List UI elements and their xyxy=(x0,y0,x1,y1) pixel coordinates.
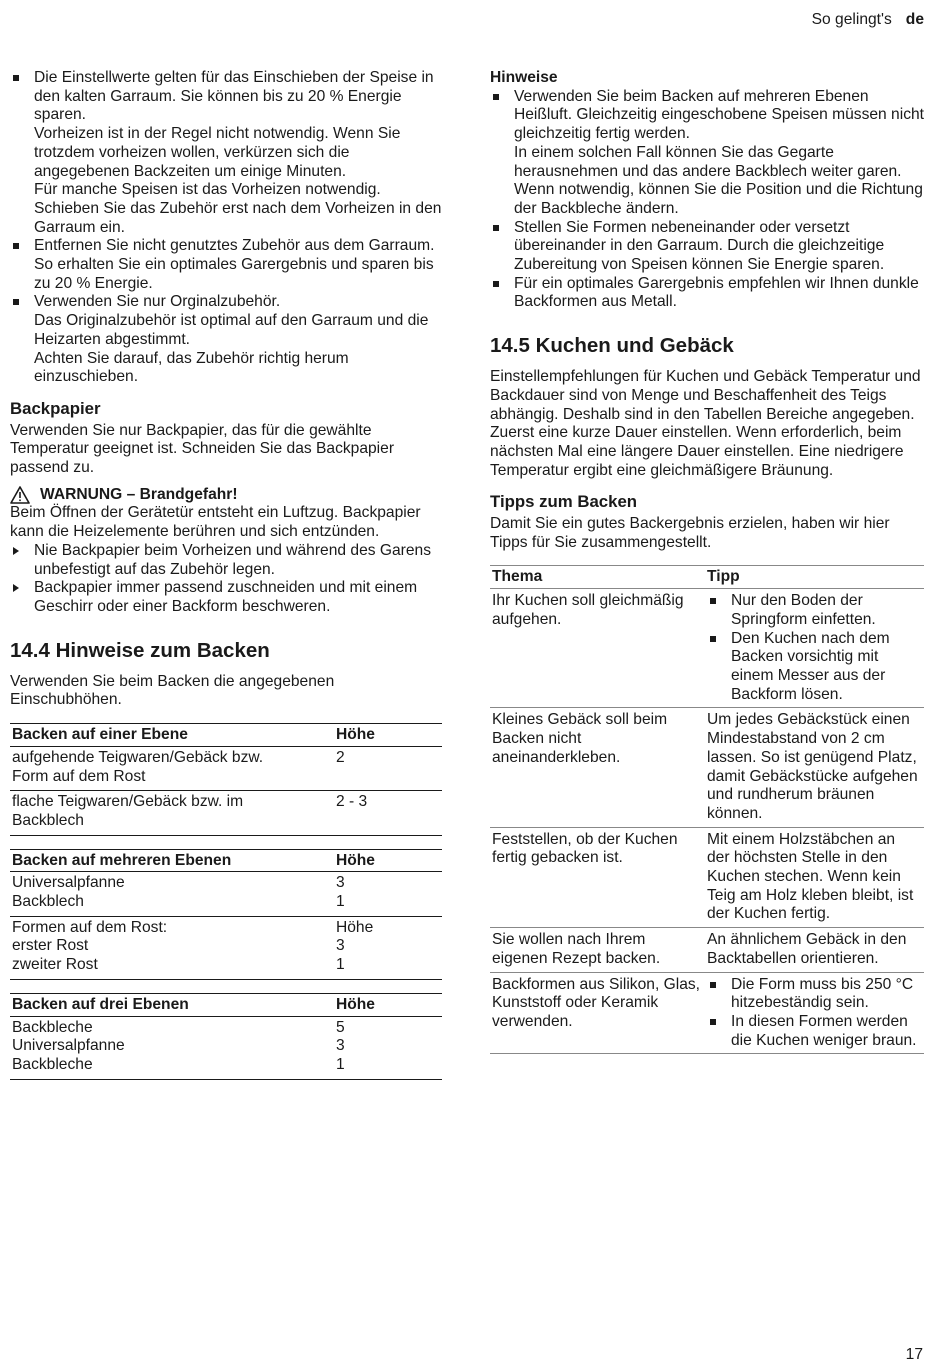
list-item: Die Form muss bis 250 °C hitzebeständig sein. xyxy=(707,976,921,1013)
right-column xyxy=(490,69,924,1054)
list-item-text: Die Einstellwerte gelten für das Einschieben der Speise in den kalten Garraum. Sie können bis zu 20 % Energie sparen. xyxy=(34,69,434,124)
table-cell: 2 - 3 xyxy=(336,793,368,811)
table-cell: aufgehende Teigwaren/Gebäck bzw. Form auf dem Rost xyxy=(12,748,264,785)
list-item: Den Kuchen nach dem Backen vorsichtig mit einem Messer aus der Backform lösen. xyxy=(707,630,921,705)
table-row xyxy=(10,916,442,979)
warning-title: WARNUNG – Brandgefahr! xyxy=(40,485,238,503)
table-header-row xyxy=(10,849,442,872)
table-cell: Mit einem Holzstäbchen an der höchsten Stelle in den Kuchen stechen. Wenn kein Teig am Holz kleben bleibt, ist der Kuchen fertig. xyxy=(705,827,924,928)
table-row xyxy=(10,791,442,835)
table-row xyxy=(10,1016,442,1079)
list-item-text: Entfernen Sie nicht genutztes Zubehör aus dem Garraum. So erhalten Sie ein optimales Garergebnis und sparen bis zu 20 % Energie. xyxy=(34,237,435,292)
list-item xyxy=(490,275,924,312)
table-header-cell: Backen auf mehreren Ebenen xyxy=(12,851,232,869)
list-item-text: Stellen Sie Formen nebeneinander oder versetzt übereinander in den Garraum. Durch die gleichzeitige Zubereitung von Speisen können Sie Energie sparen. xyxy=(514,218,885,274)
list-item xyxy=(490,88,924,219)
list-item-text: In einem solchen Fall können Sie das Gegarte herausnehmen und das andere Backblech weiter garen. Wenn notwendig, können Sie die Position und die Richtung der Backbleche ändern. xyxy=(514,143,923,217)
table-row xyxy=(490,972,924,1054)
list-item-text: Verwenden Sie nur Orginalzubehör. xyxy=(34,293,281,311)
warning-heading xyxy=(10,486,442,505)
table-header-cell: Backen auf einer Ebene xyxy=(12,726,188,744)
intro-bullet-list xyxy=(10,69,442,387)
table-cell: Backformen aus Silikon, Glas, Kunststoff oder Keramik verwenden. xyxy=(490,972,705,1054)
header-language: de xyxy=(905,11,924,28)
section-14-5-heading: 14.5 Kuchen und Gebäck xyxy=(490,334,734,358)
backpapier-heading: Backpapier xyxy=(10,398,101,418)
table-cell: Höhe 3 1 xyxy=(336,918,374,974)
section-14-5-text: Einstellempfehlungen für Kuchen und Gebäck Temperatur und Backdauer sind von Menge und Beschaffenheit des Teigs abhängig. Deshalb sind in den Tabellen Bereiche angegeben. Zuerst eine kurze Dauer einstellen. Wenn erforderlich, beim nächsten Mal eine längere Dauer einstellen. Eine niedrigere Temperatur ergibt eine gleichmäßigere Bräunung. xyxy=(490,368,921,479)
list-item-text: Für manche Speisen ist das Vorheizen notwendig. Schieben Sie das Zubehör erst nach dem Vorheizen in den Garraum ein. xyxy=(34,181,442,236)
list-item: Backpapier immer passend zuschneiden und mit einem Geschirr oder einer Backform beschweren. xyxy=(10,579,442,616)
list-item-text: Verwenden Sie beim Backen auf mehreren Ebenen Heißluft. Gleichzeitig eingeschobene Speisen müssen nicht gleichzeitig fertig werden. xyxy=(514,87,924,143)
hinweise-heading: Hinweise xyxy=(490,69,558,86)
table-header-cell: Tipp xyxy=(705,566,924,589)
table-cell: An ähnlichem Gebäck in den Backtabellen orientieren. xyxy=(705,928,924,972)
tip-list xyxy=(707,592,921,704)
table-cell: 5 3 1 xyxy=(336,1018,345,1073)
list-item-text: Für ein optimales Garergebnis empfehlen wir Ihnen dunkle Backformen aus Metall. xyxy=(514,274,919,311)
list-item-text: Achten Sie darauf, das Zubehör richtig herum einzuschieben. xyxy=(34,349,349,386)
section-14-4-heading: 14.4 Hinweise zum Backen xyxy=(10,638,270,662)
table-cell: Ihr Kuchen soll gleichmäßig aufgehen. xyxy=(490,589,705,708)
table-header-row xyxy=(10,993,442,1016)
table-header-cell: Backen auf drei Ebenen xyxy=(12,995,189,1013)
list-item: In diesen Formen werden die Kuchen weniger braun. xyxy=(707,1013,921,1050)
list-item: Nie Backpapier beim Vorheizen und während des Garens unbefestigt auf das Zubehör legen. xyxy=(10,542,442,579)
table-cell: Formen auf dem Rost: erster Rost zweiter Rost xyxy=(12,918,168,974)
table-cell: Feststellen, ob der Kuchen fertig gebacken ist. xyxy=(490,827,705,928)
page-header xyxy=(812,11,924,30)
table-one-level xyxy=(10,723,442,836)
warning-text: Beim Öffnen der Gerätetür entsteht ein Luftzug. Backpapier kann die Heizelemente berühren und sich entzünden. xyxy=(10,504,421,541)
backpapier-text: Verwenden Sie nur Backpapier, das für die gewählte Temperatur geeignet ist. Schneiden Sie das Backpapier passend zu. xyxy=(10,421,395,477)
page-number: 17 xyxy=(905,1346,923,1364)
header-section: So gelingt's xyxy=(811,11,892,28)
table-header-cell: Höhe xyxy=(336,995,375,1013)
section-14-4-intro: Verwenden Sie beim Backen die angegebenen Einschubhöhen. xyxy=(10,672,335,709)
table-row xyxy=(490,708,924,827)
tipps-intro: Damit Sie ein gutes Backergebnis erzielen, haben wir hier Tipps für Sie zusammengestellt. xyxy=(490,515,890,551)
list-item xyxy=(490,219,924,275)
table-header-row xyxy=(10,724,442,747)
tipps-heading: Tipps zum Backen xyxy=(490,492,638,512)
table-cell xyxy=(705,972,924,1054)
table-row xyxy=(490,827,924,928)
table-header-cell: Höhe xyxy=(336,726,375,744)
table-header-cell: Thema xyxy=(490,566,705,589)
table-cell: Um jedes Gebäckstück einen Mindestabstand von 2 cm lassen. So ist genügend Platz, damit Gebäckstücke aufgehen und rundherum bräunen können. xyxy=(705,708,924,827)
table-row xyxy=(10,872,442,916)
table-cell: flache Teigwaren/Gebäck bzw. im Backblech xyxy=(12,793,244,829)
table-cell: Backbleche Universalpfanne Backbleche xyxy=(12,1018,125,1073)
left-column xyxy=(10,69,442,1080)
table-three-levels xyxy=(10,993,442,1080)
list-item: Nur den Boden der Springform einfetten. xyxy=(707,592,921,629)
hinweise-list xyxy=(490,88,924,312)
table-cell: Sie wollen nach Ihrem eigenen Rezept backen. xyxy=(490,928,705,972)
tip-list xyxy=(707,976,921,1051)
list-item xyxy=(10,237,442,293)
tipps-table xyxy=(490,565,924,1054)
table-cell: 3 1 xyxy=(336,874,345,911)
table-row xyxy=(490,928,924,972)
list-item-text: Das Originalzubehör ist optimal auf den Garraum und die Heizarten abgestimmt. xyxy=(34,312,429,348)
table-cell: Universalpfanne Backblech xyxy=(12,874,125,911)
warning-icon xyxy=(10,486,30,504)
table-cell: 2 xyxy=(336,748,345,766)
table-cell xyxy=(705,589,924,708)
warning-steps xyxy=(10,542,442,617)
table-row xyxy=(10,746,442,790)
list-item xyxy=(10,69,442,237)
list-item-text: Vorheizen ist in der Regel nicht notwendig. Wenn Sie trotzdem vorheizen wollen, verkürzen sich die angegebenen Backzeiten um einige Minuten. xyxy=(34,125,401,180)
table-cell: Kleines Gebäck soll beim Backen nicht aneinanderkleben. xyxy=(490,708,705,827)
table-header-cell: Höhe xyxy=(336,851,375,869)
table-multi-level xyxy=(10,849,442,980)
list-item xyxy=(10,293,442,387)
table-row xyxy=(490,589,924,708)
table-header-row xyxy=(490,566,924,589)
